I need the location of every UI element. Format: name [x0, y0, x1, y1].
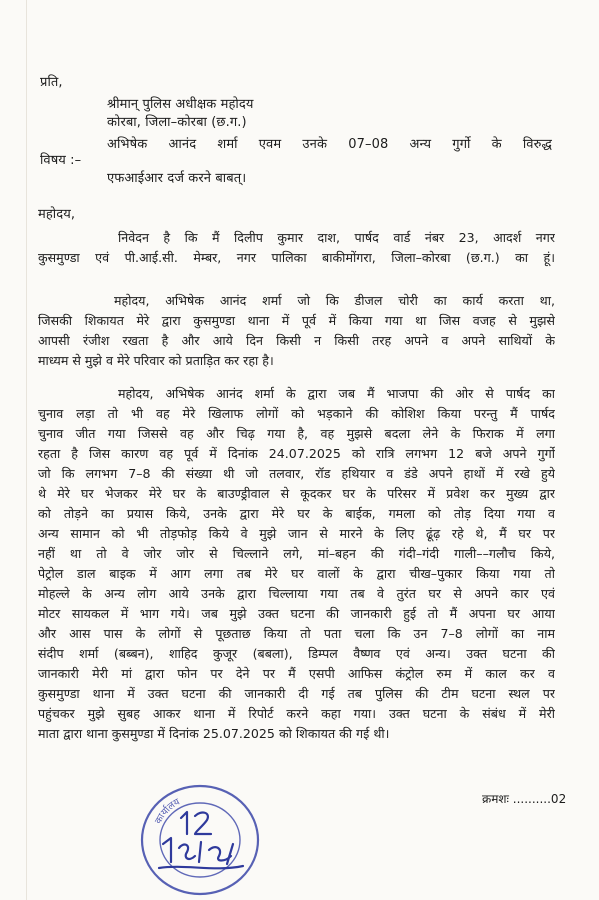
para3-line-9: नहीं था तो वे जोर जोर से चिल्लाने लगे, मां–बहन की गंदी–गंदी गाली––गलौच किये,: [38, 546, 555, 561]
para3-line-4: रहता है जिस कारण वह पूर्व में दिनांक 24.07.2025 को रात्रि लगभग 12 बजे अपने गुर्गो: [38, 446, 555, 461]
stamp-ring-text: कार्यालय: [152, 796, 182, 826]
subject-line-1: अभिषेक आनंद शर्मा एवम उनके 07–08 अन्य गुर्गो के विरुद्ध: [107, 137, 552, 152]
para1-line-2: कुसमुण्डा एवं पी.आई.सी. मेम्बर, नगर पालिका बाकीमोंगरा, जिला–कोरबा (छ.ग.) का हूं।: [38, 250, 555, 265]
para3-line-18: माता द्वारा थाना कुसमुण्डा में दिनांक 25.07.2025 को शिकायत की गई थी।: [38, 726, 390, 741]
para2-line-3: आपसी रंजीश रखता है और आये दिन किसी न किसी तरह अपने व अपने साथियों के: [38, 333, 555, 348]
signature: [159, 812, 243, 868]
recipient-address: कोरबा, जिला–कोरबा (छ.ग.): [107, 115, 247, 130]
para3-line-17: पहुंचकर मुझे सुबह आकर थाना में रिपोर्ट करने कहा गया। उक्त घटना के संबंध में मेरी: [38, 706, 555, 721]
subject-label: विषय :–: [40, 153, 82, 168]
page-fold-line: [26, 0, 27, 900]
para3-line-11: मोहल्ले के अन्य लोग आये उनके द्वारा चिल्लाया गया तब वे तुरंत घर से अपने कार एवं: [38, 586, 555, 601]
para2-line-1: महोदय, अभिषेक आनंद शर्मा जो कि डीजल चोरी का कार्य करता था,: [114, 293, 555, 308]
para1-line-1: निवेदन है कि मैं दिलीप कुमार दाश, पार्षद वार्ड नंबर 23, आदर्श नगर: [118, 230, 555, 245]
para3-line-2: चुनाव लड़ा तो भी वह मेरे खिलाफ लोगों को भड़काने की कोशिश किया परन्तु मैं पार्षद: [38, 406, 555, 421]
para3-line-5: जो कि लगभग 7–8 की संख्या थी जो तलवार, रॉड हथियार व डंडे अपने हाथों में रखे हुये: [38, 466, 555, 481]
para2-line-4: माध्यम से मुझे व मेरे परिवार को प्रताड़ित कर रहा है।: [38, 353, 274, 368]
prati-label: प्रति,: [40, 75, 63, 90]
para3-line-1: महोदय, अभिषेक आनंद शर्मा के द्वारा जब मैं भाजपा की ओर से पार्षद का: [118, 386, 555, 401]
para3-line-7: को तोड़ने का प्रयास किये, उनके द्वारा मेरे घर के बाईक, गमला को तोड़ दिया गया व: [38, 506, 555, 521]
para3-line-13: और आस पास के लोगों से पूछताछ किया तो पता चला कि उन 7–8 लोगों का नाम: [38, 626, 555, 641]
svg-text:कार्यालय: [153, 796, 182, 826]
para3-line-12: मोटर सायकल में भाग गये। जब मुझे उक्त घटना की जानकारी हुई तो मैं अपना घर आया: [38, 606, 555, 621]
para3-line-8: अन्य सामान को भी तोड़फोड़ किये वे मुझे जान से मारने के लिए ढूंढ़ रहे थे, मैं घर पर: [38, 526, 555, 541]
para3-line-15: जानकारी मेरी मां द्वारा फोन पर देने पर मैं एसपी आफिस कंट्रोल रुम में काल कर व: [38, 666, 555, 681]
para3-line-10: पेट्रोल डाल बाइक में आग लगा तब मेरे घर वालों के द्वारा चीख–पुकार किया गया तो: [38, 566, 555, 581]
recipient-title: श्रीमान् पुलिस अधीक्षक महोदय: [107, 97, 254, 112]
subject-line-2: एफआईआर दर्ज करने बाबत्।: [107, 171, 247, 186]
para3-line-6: थे मेरे घर भेजकर मेरे घर के बाउण्ड्रीवाल से कूदकर घर के परिसर में प्रवेश कर मुख्य द्वार: [38, 486, 555, 501]
salutation: महोदय,: [38, 207, 76, 222]
para3-line-16: कुसमुण्डा थाना में उक्त घटना की जानकारी दी गई तब पुलिस की टीम घटना स्थल पर: [38, 686, 555, 701]
para2-line-2: जिसकी शिकायत मेरे द्वारा कुसमुण्डा थाना में पूर्व में किया गया था जिस वजह से मुझसे: [38, 313, 555, 328]
para3-line-14: संदीप शर्मा (बब्बन), शाहिद कुजूर (बबला), डिम्पल वैष्णव एवं अन्य। उक्त घटना की: [38, 646, 555, 661]
para3-line-3: चुनाव जीत गया जिससे वह और चिढ़ गया है, वह मुझसे बदला लेने के फिराक में लगा: [38, 426, 555, 441]
office-stamp: [135, 778, 265, 896]
continued-page-ref: क्रमशः ..........02: [482, 792, 567, 806]
